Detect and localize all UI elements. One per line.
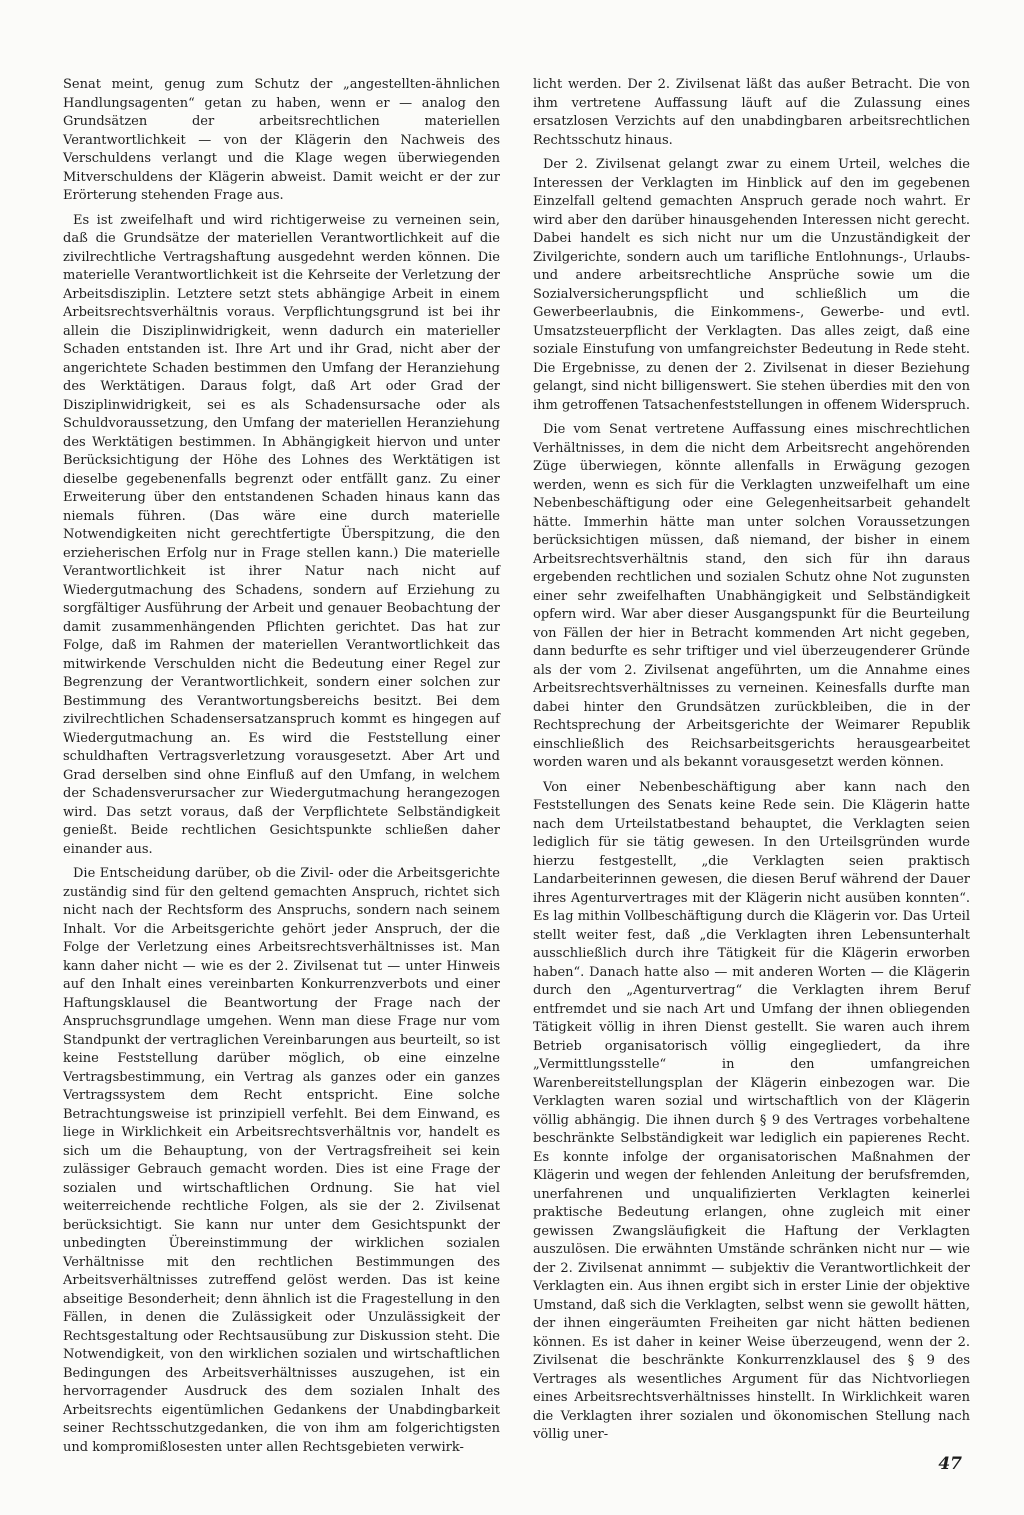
paragraph: Der 2. Zivilsenat gelangt zwar zu einem Urteil, welches die Interessen der Verklagten im Hinblick auf den im gegebenen Einzelfall geltend gemachten Anspruch gerade noch wahrt. Er wird aber den darüber hinausgehenden Interessen nicht gerecht. Dabei handelt es sich nicht nur um die Unzuständigkeit der Zivilgerichte, sondern auch um tarifliche Entlohnungs-, Urlaubs- und andere arbeitsrechtliche Ansprüche sowie um die Sozialversicherungspflicht und schließlich um die Gewerbeerlaubnis, die Einkommens-, Gewerbe- und evtl. Umsatzsteuerpflicht der Verklagten. Das alles zeigt, daß eine soziale Einstufung von umfangreichster Bedeutung in Rede steht. Die Ergebnisse, zu denen der 2. Zivilsenat in dieser Beziehung gelangt, sind nicht billigenswert. Sie stehen überdies mit den von ihm getroffenen Tatsachenfeststellungen in offenem Widerspruch. (533, 157, 970, 413)
paragraph: Senat meint, genug zum Schutz der „angestellten-ähnlichen Handlungsagenten“ getan zu haben, wenn er — analog den Grundsätzen der arbeitsrechtlichen materiellen Verantwortlichkeit — von der Klägerin den Nachweis des Verschuldens verlangt und die Klage wegen überwiegenden Mitverschuldens der Klägerin abweist. Damit weicht er der zur Erörterung stehenden Frage aus. (63, 77, 500, 203)
paragraph: Es ist zweifelhaft und wird richtigerweise zu verneinen sein, daß die Grundsätze der materiellen Verantwortlichkeit auf die zivilrechtliche Vertragshaftung ausgedehnt werden können. Die materielle Verantwortlichkeit ist die Kehrseite der Verletzung der Arbeitsdisziplin. Letztere setzt stets abhängige Arbeit in einem Arbeitsrechtsverhältnis voraus. Verpflichtungsgrund ist bei ihr allein die Disziplinwidrigkeit, wenn dadurch ein materieller Schaden entstanden ist. Ihre Art und ihr Grad, nicht aber der angerichtete Schaden bestimmen den Umfang der Heranziehung des Werktätigen. Daraus folgt, daß Art oder Grad der Disziplinwidrigkeit, sei es als Schadensursache oder als Schuldvoraussetzung, den Umfang der materiellen Heranziehung des Werktätigen bestimmen. In Abhängigkeit hiervon und unter Berücksichtigung der Höhe des Lohnes des Werktätigen ist dieselbe gegebenenfalls begrenzt oder entfällt ganz. Zu einer Erweiterung über den entstandenen Schaden hinaus kann das niemals führen. (Das wäre eine durch materielle Notwendigkeiten nicht gerechtfertigte Überspitzung, die den erzieherischen Erfolg nur in Frage stellen kann.) Die materielle Verantwortlichkeit ist ihrer Natur nach nicht auf Wiedergutmachung des Schadens, sondern auf Erziehung zu sorgfältiger Ausführung der Arbeit und genauer Beobachtung der damit zusammenhängenden Pflichten gerichtet. Das hat zur Folge, daß im Rahmen der materiellen Verantwortlichkeit das mitwirkende Verschulden nicht die Bedeutung einer Regel zur Begrenzung der Verantwortlichkeit, sondern einer solchen zur Bestimmung des Verantwortungsbereichs besitzt. Bei dem zivilrechtlichen Schadensersatzanspruch kommt es hingegen auf Wiedergutmachung an. Es wird die Feststellung einer schuldhaften Vertragsverletzung vorausgesetzt. Aber Art und Grad derselben sind ohne Einfluß auf den Umfang, in welchem der Schadensverursacher zur Wiedergutmachung herangezogen wird. Das setzt voraus, daß der Verpflichtete Selbständigkeit genießt. Beide rechtlichen Gesichtspunkte schließen daher einander aus. (63, 212, 500, 857)
paragraph: licht werden. Der 2. Zivilsenat läßt das außer Betracht. Die von ihm vertretene Auffassung läuft auf die Zulassung eines ersatzlosen Verzichts auf den unabdingbaren arbeitsrechtlichen Rechtsschutz hinaus. (533, 77, 970, 148)
paragraph: Die vom Senat vertretene Auffassung eines mischrechtlichen Verhältnisses, in dem die nicht dem Arbeitsrecht angehörenden Züge überwiegen, könnte allenfalls in Erwägung gezogen werden, wenn es sich für die Verklagten unzweifelhaft um eine Nebenbeschäftigung oder eine Gelegenheitsarbeit gehandelt hätte. Immerhin hätte man unter solchen Voraussetzungen berücksichtigen müssen, daß niemand, der bisher in einem Arbeitsrechtsverhältnis stand, den sich für ihn daraus ergebenden rechtlichen und sozialen Schutz ohne Not zugunsten einer sehr zweifelhaften Unabhängigkeit und Selbständigkeit opfern wird. War aber dieser Ausgangspunkt für die Beurteilung von Fällen der hier in Betracht kommenden Art nicht gegeben, dann bedurfte es sehr triftiger und viel überzeugenderer Gründe als der vom 2. Zivilsenat angeführten, um die Annahme eines Arbeitsrechtsverhältnisses zu verneinen. Keinesfalls durfte man dabei hinter den Grundsätzen zurückbleiben, die in der Rechtsprechung der Arbeitsgerichte der Weimarer Republik einschließlich des Reichsarbeitsgerichts herausgearbeitet worden waren und als bekannt vorausgesetzt werden können. (533, 422, 970, 770)
left-column (63, 76, 500, 1463)
paragraph: Von einer Nebenbeschäftigung aber kann nach den Feststellungen des Senats keine Rede sein. Die Klägerin hatte nach dem Urteilstatbestand behauptet, die Verklagten seien lediglich für sie tätig gewesen. In den Urteilsgründen wurde hierzu festgestellt, „die Verklagten seien praktisch Landarbeiterinnen gewesen, die diesen Beruf während der Dauer ihres Agenturvertrages mit der Klägerin nicht ausüben konnten“. Es lag mithin Vollbeschäftigung durch die Klägerin vor. Das Urteil stellt weiter fest, daß „die Verklagten ihren Lebensunterhalt ausschließlich durch ihre Tätigkeit für die Klägerin erworben haben“. Danach hatte also — mit anderen Worten — die Klägerin durch den „Agenturvertrag“ die Verklagten ihrem Beruf entfremdet und sie nach Art und Umfang der ihnen obliegenden Tätigkeit völlig in ihren Dienst gestellt. Sie waren auch ihrem Betrieb organisatorisch völlig eingegliedert, da ihre „Vermittlungsstelle“ in den umfangreichen Warenbereitstellungsplan der Klägerin einbezogen war. Die Verklagten waren sozial und wirtschaftlich von der Klägerin völlig abhängig. Die ihnen durch § 9 des Vertrages vorbehaltene beschränkte Selbständigkeit war lediglich ein papierenes Recht. Es konnte infolge der organisatorischen Maßnahmen der Klägerin und wegen der fehlenden Anleitung der berufsfremden, unerfahrenen und unqualifizierten Verklagten keinerlei praktische Bedeutung erlangen, ohne zugleich mit einer gewissen Zwangsläufigkeit die Haftung der Verklagten auszulösen. Die erwähnten Umstände schränken nicht nur — wie der 2. Zivilsenat annimmt — subjektiv die Verantwortlichkeit der Verklagten ein. Aus ihnen ergibt sich in erster Linie der objektive Umstand, daß sich die Verklagten, selbst wenn sie gewollt hätten, der ihnen eingeräumten Freiheiten gar nicht hätten bedienen können. Es ist daher in keiner Weise überzeugend, wenn der 2. Zivilsenat die beschränkte Konkurrenzklausel des § 9 des Vertrages als wesentliches Argument für das Nichtvorliegen eines Arbeitsrechtsverhältnisses hinstellt. In Wirklichkeit waren die Verklagten ihrer sozialen und ökonomischen Stellung nach völlig uner- (533, 779, 970, 1442)
paragraph: Die Entscheidung darüber, ob die Zivil- oder die Arbeitsgerichte zuständig sind für den geltend gemachten Anspruch, richtet sich nicht nach der Rechtsform des Anspruchs, sondern nach seinem Inhalt. Vor die Arbeitsgerichte gehört jeder Anspruch, der die Folge der Verletzung eines Arbeitsrechtsverhältnisses ist. Man kann daher nicht — wie es der 2. Zivilsenat tut — unter Hinweis auf den Inhalt eines vereinbarten Konkurrenzverbots und einer Haftungsklausel die Beantwortung der Frage nach der Anspruchsgrundlage umgehen. Wenn man diese Frage nur vom Standpunkt der vertraglichen Vereinbarungen aus beurteilt, so ist keine Feststellung darüber möglich, ob eine einzelne Vertragsbestimmung, ein Vertrag als ganzes oder ein ganzes Vertragssystem dem Recht entspricht. Eine solche Betrachtungsweise ist prinzipiell verfehlt. Bei dem Einwand, es liege in Wirklichkeit ein Arbeitsrechtsverhältnis vor, handelt es sich um die Behauptung, von der Vertragsfreiheit sei kein zulässiger Gebrauch gemacht worden. Dies ist eine Frage der sozialen und wirtschaftlichen Ordnung. Sie hat viel weiterreichende rechtliche Folgen, als sie der 2. Zivilsenat berücksichtigt. Sie kann nur unter dem Gesichtspunkt der unbedingten Übereinstimmung der wirklichen sozialen Verhältnisse mit den rechtlichen Bestimmungen des Arbeitsverhältnisses zutreffend gelöst werden. Das ist keine abseitige Besonderheit; denn ähnlich ist die Fragestellung in den Fällen, in denen die Zulässigkeit oder Unzulässigkeit der Rechtsgestaltung oder Rechtsausübung zur Diskussion steht. Die Notwendigkeit, von den wirklichen sozialen und wirtschaftlichen Bedingungen des Arbeitsverhältnisses auszugehen, ist ein hervorragender Ausdruck des dem sozialen Inhalt des Arbeitsrechts eigentümlichen Gedankens der Unabdingbarkeit seiner Rechtsschutzgedanken, die von ihm am folgerichtigsten und kompromißlosesten unter allen Rechtsgebieten verwirk- (63, 866, 500, 1455)
right-column (533, 76, 970, 1451)
page-number: 47 (938, 1454, 962, 1474)
